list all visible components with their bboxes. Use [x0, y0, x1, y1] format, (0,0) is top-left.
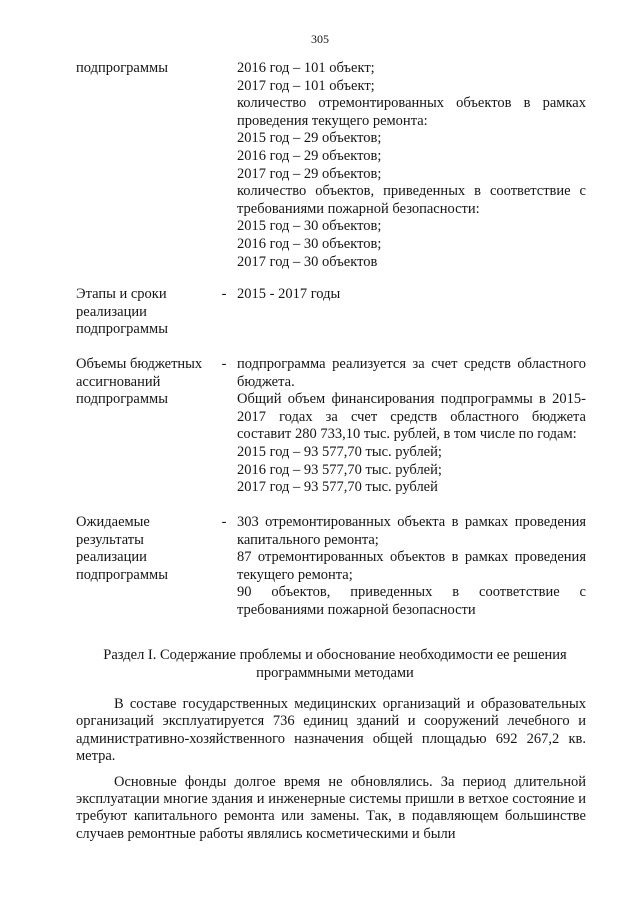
body-paragraph: В составе государственных медицинских организаций и образовательных организаций эксплуатируется 736 единиц зданий и сооружений лечебного и административно-хозяйственного назначения общей площадью 692 267,2 кв. метра. — [76, 696, 586, 765]
passport-row-label: Объемы бюджетных ассигнований подпрограммы — [76, 356, 203, 408]
value-line: Общий объем финансирования подпрограммы в 2015-2017 годах за счет средств областного бюджета составит 280 733,10 тыс. рублей, в том числе по годам: — [237, 391, 586, 443]
passport-row-value — [237, 356, 586, 497]
value-line: 2016 год – 30 объектов; — [237, 235, 382, 252]
value-line: 90 объектов, приведенных в соответствие с требованиями пожарной безопасности — [237, 584, 586, 618]
value-line: 303 отремонтированных объекта в рамках проведения капитального ремонта; — [237, 514, 586, 548]
section-title: Раздел I. Содержание проблемы и обоснование необходимости ее решения программными методами — [103, 647, 567, 681]
passport-row-value — [237, 60, 586, 271]
value-line: 2015 - 2017 годы — [237, 286, 341, 302]
value-line: 2017 год – 93 577,70 тыс. рублей — [237, 479, 438, 496]
passport-row-dash: - — [221, 356, 227, 372]
passport-row-results — [76, 514, 586, 624]
value-line: 2015 год – 30 объектов; — [237, 218, 382, 235]
value-line: 2017 год – 30 объектов — [237, 253, 378, 270]
body-text — [76, 696, 586, 851]
value-line: 2017 год – 101 объект; — [237, 77, 375, 94]
body-paragraph: Основные фонды долгое время не обновлялись. За период длительной эксплуатации многие здания и инженерные системы пришли в ветхое состояние и требуют капитального ремонта или замены. Так, в подавляющем большинстве случаев ремонтные работы являлись косметическими и были — [76, 773, 586, 842]
value-line: количество отремонтированных объектов в рамках проведения текущего ремонта: — [237, 95, 586, 129]
passport-row-label: Этапы и сроки реализации подпрограммы — [76, 286, 168, 338]
passport-row-label: Ожидаемые результаты реализации подпрограммы — [76, 514, 168, 583]
value-line: количество объектов, приведенных в соответствие с требованиями пожарной безопасности: — [237, 183, 586, 217]
value-line: 2015 год – 93 577,70 тыс. рублей; — [237, 443, 442, 460]
passport-row-label: подпрограммы — [76, 60, 168, 76]
passport-row-dash: - — [221, 514, 227, 530]
value-line: подпрограмма реализуется за счет средств областного бюджета. — [237, 356, 586, 390]
passport-row-dash: - — [221, 286, 227, 302]
value-line: 2016 год – 93 577,70 тыс. рублей; — [237, 461, 442, 478]
passport-row-indicators — [76, 60, 586, 272]
value-line: 87 отремонтированных объектов в рамках проведения текущего ремонта; — [237, 549, 586, 583]
page-number: 305 — [311, 32, 329, 46]
value-line: 2017 год – 29 объектов; — [237, 165, 382, 182]
value-line: 2015 год – 29 объектов; — [237, 130, 382, 147]
value-line: 2016 год – 29 объектов; — [237, 147, 382, 164]
passport-row-stages — [76, 286, 586, 356]
passport-row-value — [237, 514, 586, 620]
passport-row-value — [237, 286, 586, 304]
subprogram-passport-table — [76, 60, 586, 624]
passport-row-budget — [76, 356, 586, 514]
value-line: 2016 год – 101 объект; — [237, 60, 375, 76]
